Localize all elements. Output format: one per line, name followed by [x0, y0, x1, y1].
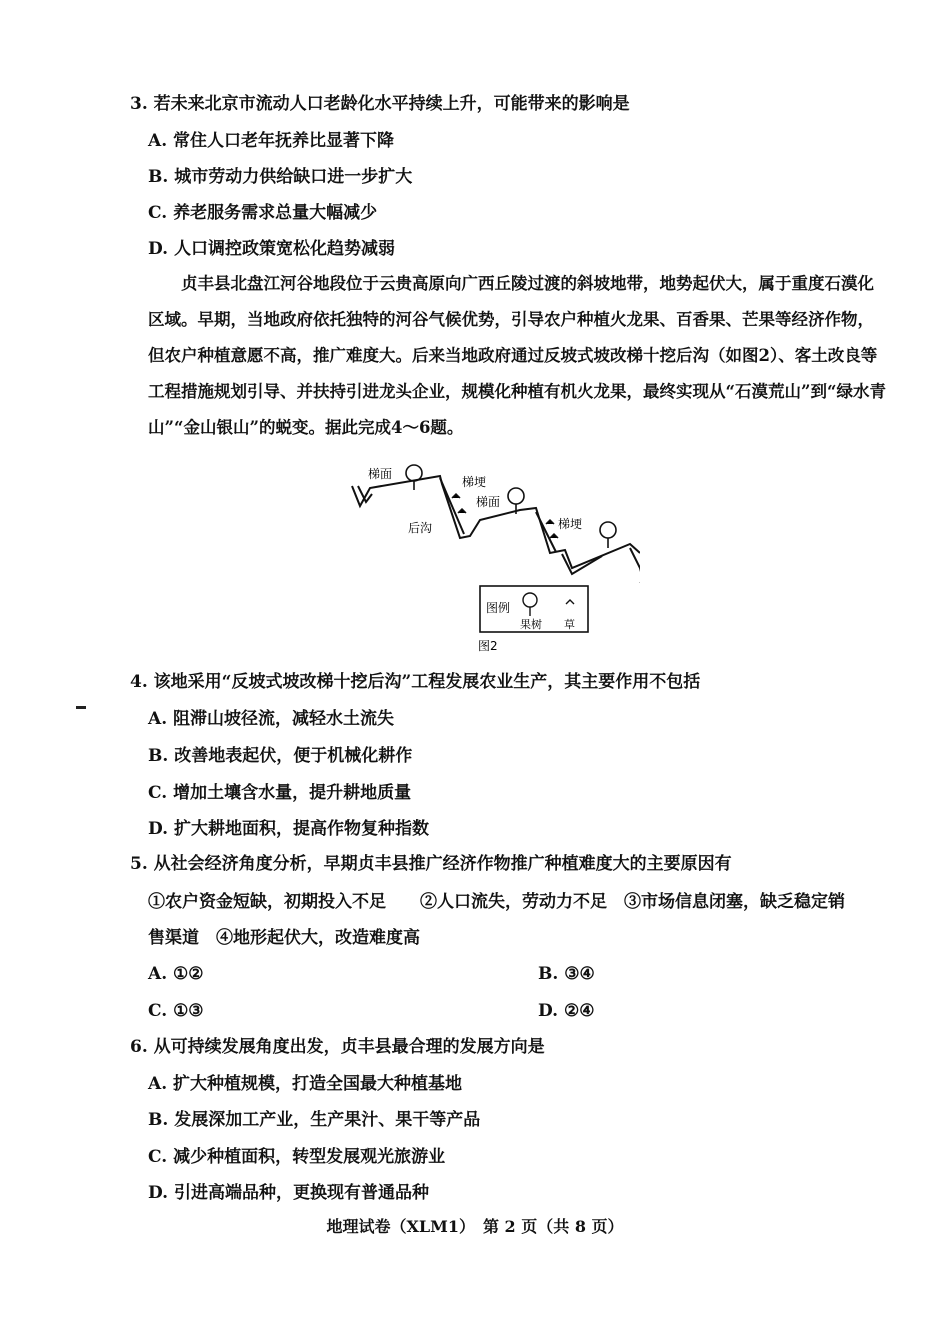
q4-option-a: A. 阻滞山坡径流，减轻水土流失: [148, 709, 395, 729]
q3-stem: 3. 若未来北京市流动人口老龄化水平持续上升，可能带来的影响是: [130, 94, 630, 114]
q5-stem: 5. 从社会经济角度分析，早期贞丰县推广经济作物推广种植难度大的主要原因有: [130, 854, 732, 874]
label-terrace-face-2: 梯面: [476, 495, 501, 509]
reading-passage: 贞丰县北盘江河谷地段位于云贵高原向广西丘陵过渡的斜坡地带，地势起伏大，属于重度石漠化区域。早期，当地政府依托独特的河谷气候优势，引导农户种植火龙果、百香果、芒果等经济作物，但农户种植意愿不高，推广难度大。后来当地政府通过反坡式坡改梯十挖后沟（如图2）、客土改良等工程措施规划引导、并扶持引进龙头企业，规模化种植有机火龙果，最终实现从“石漠荒山”到“绿水青山”“金山银山”的蜕变。据此完成4～6题。: [148, 274, 886, 437]
q3-option-a: A. 常住人口老年抚养比显著下降: [148, 131, 395, 151]
q6-option-c: C. 减少种植面积，转型发展观光旅游业: [148, 1147, 446, 1167]
q5-option-a: A. ①②: [148, 964, 204, 984]
figure-caption: 图2: [478, 639, 498, 653]
margin-mark: [76, 706, 86, 709]
q5-items-line1: ①农户资金短缺，初期投入不足 ②人口流失，劳动力不足 ③市场信息闭塞，缺乏稳定销: [148, 892, 845, 912]
label-terrace-bank-1: 梯埂: [462, 475, 487, 489]
page-footer: 地理试卷（XLM1） 第 2 页（共 8 页）: [326, 1217, 624, 1236]
label-terrace-bank-2: 梯埂: [558, 517, 583, 531]
q5-option-c: C. ①③: [148, 1001, 204, 1021]
q4-option-d: D. 扩大耕地面积，提高作物复种指数: [148, 819, 429, 839]
q6-option-b: B. 发展深加工产业，生产果汁、果干等产品: [148, 1110, 481, 1130]
q6-stem: 6. 从可持续发展角度出发，贞丰县最合理的发展方向是: [130, 1037, 545, 1057]
fruit-tree-icon: [406, 465, 616, 548]
legend-tree-label: 果树: [520, 618, 542, 631]
q5-option-b: B. ③④: [538, 964, 595, 984]
q4-option-b: B. 改善地表起伏，便于机械化耕作: [148, 746, 413, 766]
label-terrace-face-1: 梯面: [368, 467, 393, 481]
terrace-diagram: [340, 458, 640, 658]
q5-option-d: D. ②④: [538, 1001, 595, 1021]
q3-option-b: B. 城市劳动力供给缺口进一步扩大: [148, 167, 413, 187]
label-back-ditch: 后沟: [408, 521, 433, 535]
q3-option-c: C. 养老服务需求总量大幅减少: [148, 203, 378, 223]
q4-stem: 4. 该地采用“反坡式坡改梯十挖后沟”工程发展农业生产，其主要作用不包括: [130, 672, 701, 692]
q6-option-a: A. 扩大种植规模，打造全国最大种植基地: [148, 1074, 463, 1094]
q6-option-d: D. 引进高端品种，更换现有普通品种: [148, 1183, 429, 1203]
legend-grass-label: 草: [564, 618, 575, 631]
legend-title: 图例: [486, 601, 511, 615]
q3-option-d: D. 人口调控政策宽松化趋势减弱: [148, 239, 395, 259]
q5-items-line2: 售渠道 ④地形起伏大，改造难度高: [148, 928, 420, 948]
q4-option-c: C. 增加土壤含水量，提升耕地质量: [148, 783, 412, 803]
